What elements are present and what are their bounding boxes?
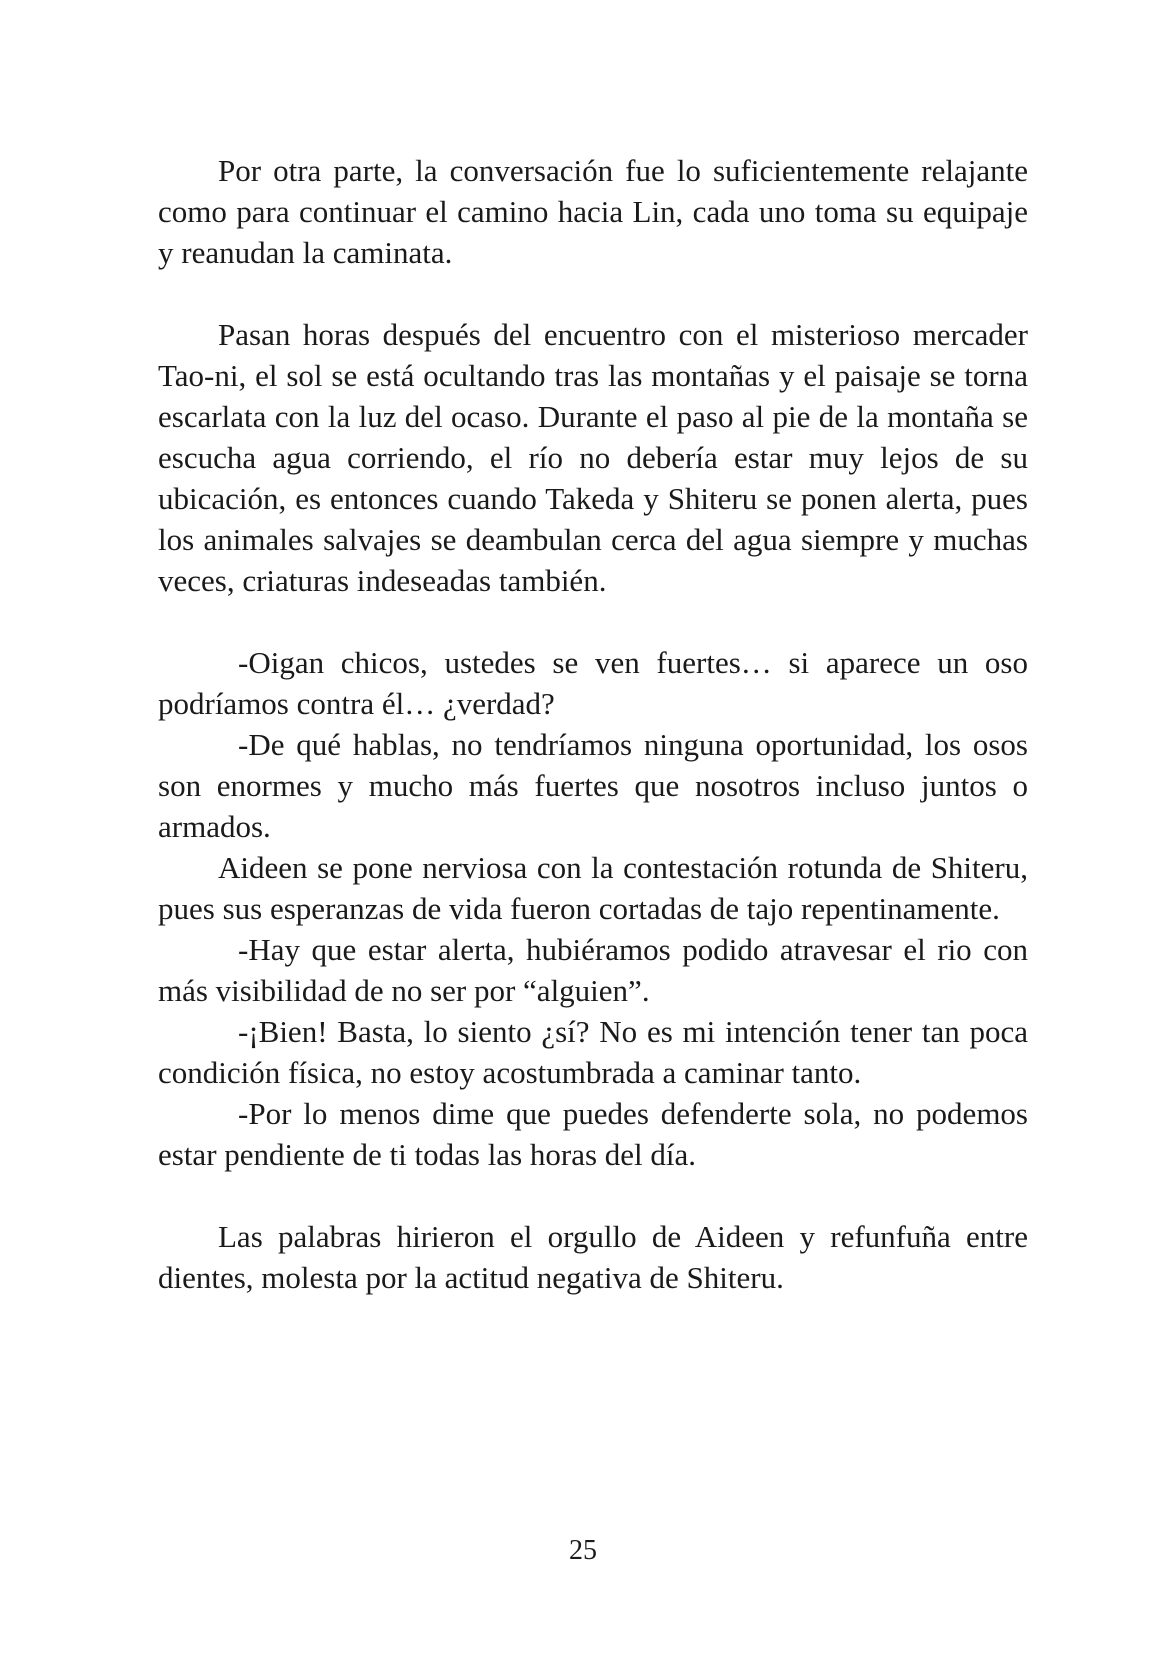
page-number: 25	[569, 1535, 597, 1566]
paragraph-2: Pasan horas después del encuentro con el misterioso mercader Tao-ni, el sol se está ocultando tras las montañas y el paisaje se torna escarlata con la luz del ocaso. Durante el paso al pie de la montaña se escucha agua corriendo, el río no debería estar muy lejos de su ubicación, es entonces cuando Takeda y Shiteru se ponen alerta, pues los animales salvajes se deambulan cerca del agua siempre y muchas veces, criaturas indeseadas también.	[158, 317, 1028, 598]
dialogue-1: -Oigan chicos, ustedes se ven fuertes… si aparece un oso podríamos contra él… ¿verdad?	[158, 645, 1028, 721]
dialogue-5: -Por lo menos dime que puedes defenderte sola, no podemos estar pendiente de ti todas las horas del día.	[158, 1096, 1028, 1172]
paragraph-4: Las palabras hirieron el orgullo de Aideen y refunfuña entre dientes, molesta por la actitud negativa de Shiteru.	[158, 1219, 1028, 1295]
paragraph-1: Por otra parte, la conversación fue lo suficientemente relajante como para continuar el camino hacia Lin, cada uno toma su equipaje y reanudan la caminata.	[158, 153, 1028, 270]
paragraph-3: Aideen se pone nerviosa con la contestación rotunda de Shiteru, pues sus esperanzas de vida fueron cortadas de tajo repentinamente.	[158, 850, 1028, 926]
dialogue-3: -Hay que estar alerta, hubiéramos podido atravesar el rio con más visibilidad de no ser por “alguien”.	[158, 932, 1028, 1008]
body-text	[158, 150, 1028, 1298]
dialogue-4: -¡Bien! Basta, lo siento ¿sí? No es mi intención tener tan poca condición física, no estoy acostumbrada a caminar tanto.	[158, 1014, 1028, 1090]
dialogue-2: -De qué hablas, no tendríamos ninguna oportunidad, los osos son enormes y mucho más fuertes que nosotros incluso juntos o armados.	[158, 727, 1028, 844]
